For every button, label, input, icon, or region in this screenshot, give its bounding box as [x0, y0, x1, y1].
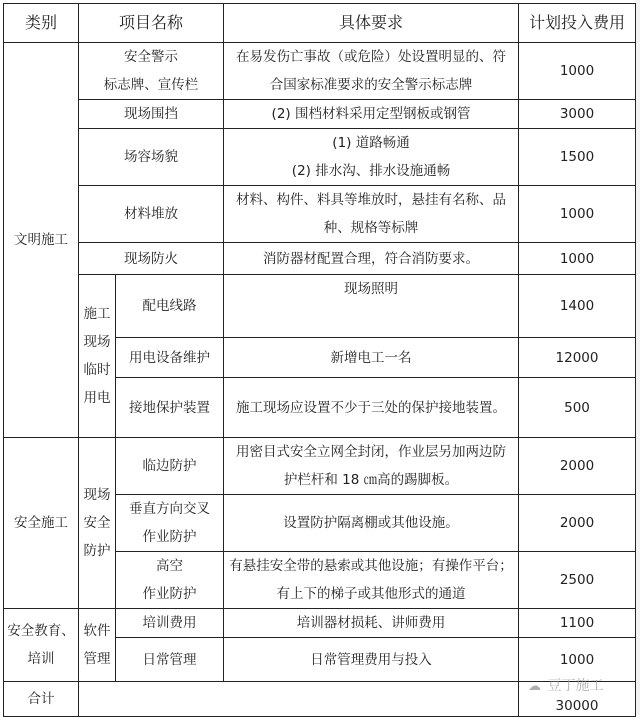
- cost-cell: 1400: [519, 275, 636, 338]
- total-empty: [79, 682, 519, 717]
- requirement-cell: 施工现场应设置不少于三处的保护接地装置。: [224, 378, 519, 438]
- cost-cell: 12000: [519, 338, 636, 378]
- requirement-cell: (2) 围档材料采用定型钢板或钢管: [224, 100, 519, 129]
- cost-cell: 2500: [519, 552, 636, 609]
- requirement-cell: [224, 186, 519, 243]
- item-cell: [116, 552, 224, 609]
- requirement-line: 合国家标准要求的安全警示标志牌: [269, 77, 473, 93]
- table-row: [4, 243, 636, 275]
- safety-cost-table: [3, 3, 636, 717]
- item-line: 高空: [156, 558, 183, 574]
- item-cell: 现场围挡: [79, 100, 224, 129]
- requirement-cell: [224, 43, 519, 100]
- item-line: 垂直方向交叉: [129, 501, 210, 517]
- cost-cell: 1500: [519, 129, 636, 186]
- item-cell: 接地保护装置: [116, 378, 224, 438]
- cost-cell: 3000: [519, 100, 636, 129]
- cost-cell: 1100: [519, 609, 636, 638]
- requirement-line: 种、规格等标牌: [323, 220, 419, 236]
- header-category: 类别: [4, 4, 79, 43]
- table-row: [4, 43, 636, 100]
- cost-cell: 500: [519, 378, 636, 438]
- subgroup-temp-power: 施工现场临时用电: [79, 275, 116, 438]
- requirement-cell: 消防器材配置合理，符合消防要求。: [224, 243, 519, 275]
- wechat-icon: ☁: [528, 679, 541, 694]
- table-row: [4, 438, 636, 495]
- item-cell: 培训费用: [116, 609, 224, 638]
- requirement-line: 护栏杆和 18 ㎝高的踢脚板。: [283, 472, 459, 488]
- requirement-line: 有上下的梯子或其他形式的通道: [276, 586, 466, 602]
- page-edge: [636, 0, 640, 715]
- item-cell: 临边防护: [116, 438, 224, 495]
- table-row: [4, 129, 636, 186]
- requirement-cell: 日常管理费用与投入: [224, 638, 519, 682]
- requirement-line: (2) 排水沟、排水设施通畅: [291, 163, 451, 179]
- item-cell: 配电线路: [116, 275, 224, 338]
- requirement-cell: [224, 552, 519, 609]
- item-cell: [116, 495, 224, 552]
- requirement-line: 在易发伤亡事故（或危险）处设置明显的、符: [236, 49, 507, 65]
- header-cost: 计划投入费用: [519, 4, 636, 43]
- requirement-line: 有悬挂安全带的悬索或其他设施；有操作平台；: [229, 558, 513, 574]
- requirement-line: 材料、构件、料具等堆放时，悬挂有名称、品: [236, 192, 507, 208]
- table-row: [4, 100, 636, 129]
- item-cell: [79, 43, 224, 100]
- requirement-line: 用密目式安全立网全封闭，作业层另加两边防: [236, 444, 507, 460]
- cost-cell: 2000: [519, 495, 636, 552]
- requirement-cell: [224, 438, 519, 495]
- table-row: [4, 609, 636, 638]
- cost-cell: 1000: [519, 243, 636, 275]
- watermark-text: 豆丁施工: [547, 678, 604, 694]
- item-cell: 场容场貌: [79, 129, 224, 186]
- requirement-cell: 现场照明: [224, 275, 519, 338]
- item-line: 作业防护: [142, 586, 197, 602]
- item-cell: 日常管理: [116, 638, 224, 682]
- category-education: 安全教育、培训: [4, 609, 79, 682]
- item-line: 标志牌、宣传栏: [103, 77, 199, 93]
- item-line: 安全警示: [124, 49, 178, 65]
- subgroup-site-protection: 现场安全防护: [79, 438, 116, 609]
- requirement-cell: 培训器材损耗、讲师费用: [224, 609, 519, 638]
- header-item: 项目名称: [79, 4, 224, 43]
- item-line: 作业防护: [142, 529, 197, 545]
- requirement-cell: 新增电工一名: [224, 338, 519, 378]
- total-label: 合计: [4, 682, 79, 717]
- cost-cell: 1000: [519, 638, 636, 682]
- cost-cell: 2000: [519, 438, 636, 495]
- requirement-cell: [224, 129, 519, 186]
- table-row: [4, 186, 636, 243]
- requirement-line: (1) 道路畅通: [332, 135, 410, 151]
- item-cell: 材料堆放: [79, 186, 224, 243]
- cost-cell: 1000: [519, 186, 636, 243]
- header-row: [4, 4, 636, 43]
- category-safety: 安全施工: [4, 438, 79, 609]
- item-cell: 用电设备维护: [116, 338, 224, 378]
- cost-cell: 1000: [519, 43, 636, 100]
- requirement-cell: 设置防护隔离棚或其他设施。: [224, 495, 519, 552]
- item-cell: 现场防火: [79, 243, 224, 275]
- subgroup-software: 软件管理: [79, 609, 116, 682]
- header-requirement: 具体要求: [224, 4, 519, 43]
- table-row: [4, 275, 636, 338]
- category-civilized: 文明施工: [4, 43, 79, 438]
- total-cost: 30000: [519, 682, 636, 717]
- total-row: [4, 682, 636, 717]
